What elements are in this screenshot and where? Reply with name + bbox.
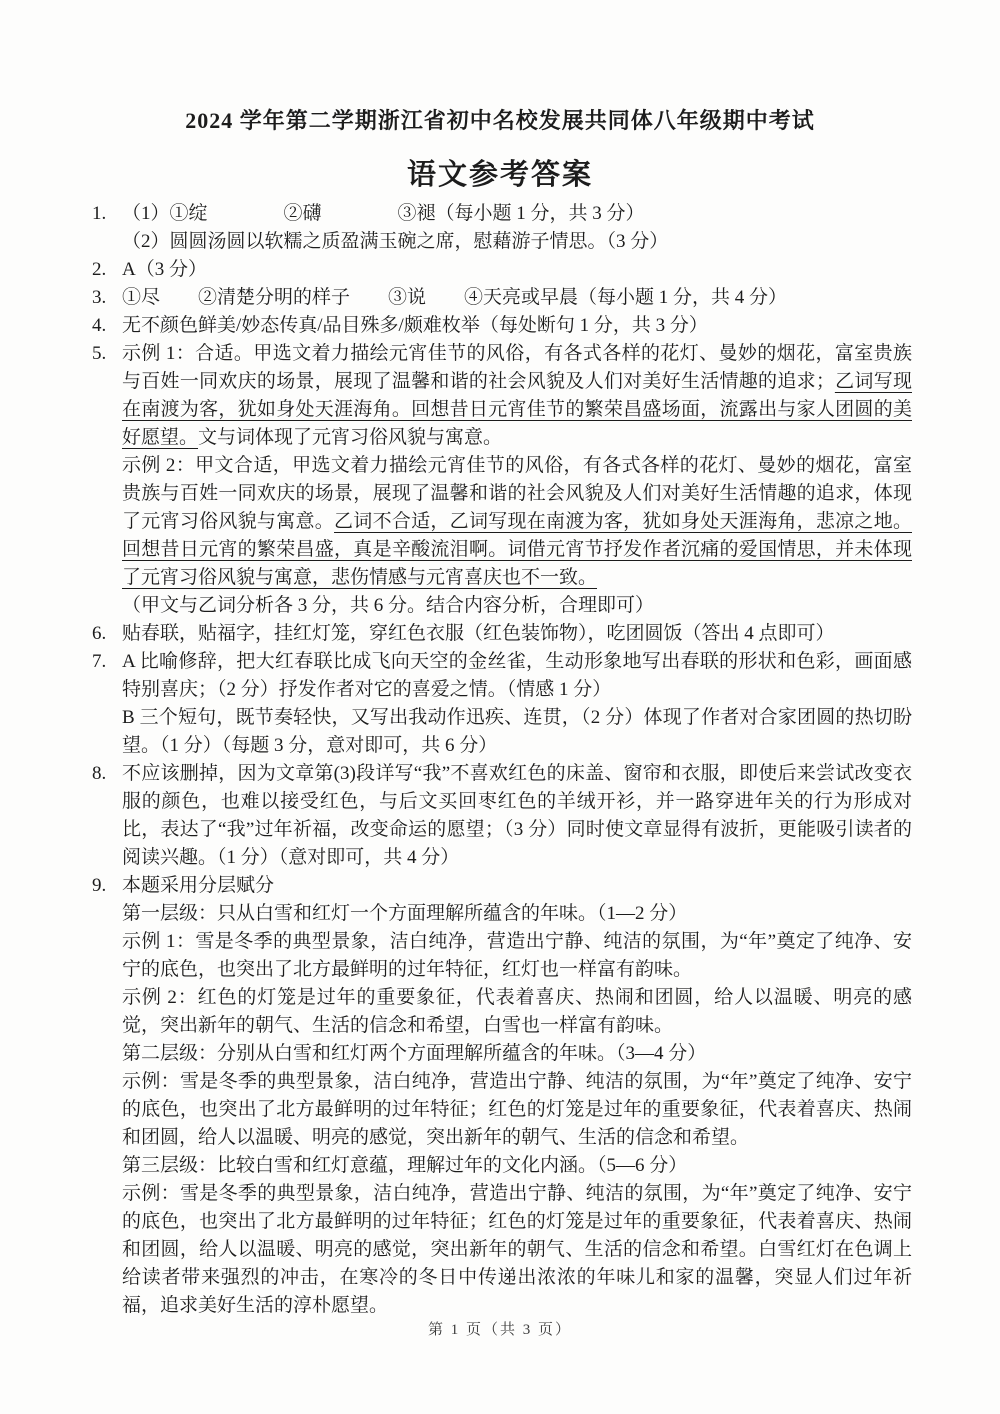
answer-text: 第三层级：比较白雪和红灯意蕴，理解过年的文化内涵。（5—6 分） bbox=[122, 1155, 688, 1176]
item-number: 4. bbox=[92, 315, 107, 336]
answer-paragraph bbox=[92, 340, 912, 452]
answer-paragraph bbox=[92, 256, 912, 284]
answer-paragraph bbox=[92, 452, 912, 592]
answer-text: 第二层级：分别从白雪和红灯两个方面理解所蕴含的年味。（3—4 分） bbox=[122, 1043, 707, 1064]
answer-paragraph bbox=[92, 200, 912, 228]
answer-paragraph bbox=[92, 1068, 912, 1152]
item-number: 1. bbox=[92, 203, 107, 224]
answer-text: 无不颜色鲜美/妙态传真/品目殊多/颇难枚举（每处断句 1 分，共 3 分） bbox=[122, 315, 708, 336]
answer-paragraph bbox=[92, 312, 912, 340]
answer-paragraph bbox=[92, 928, 912, 984]
answer-paragraph bbox=[92, 872, 912, 900]
item-number: 2. bbox=[92, 259, 107, 280]
answer-text: 第一层级：只从白雪和红灯一个方面理解所蕴含的年味。（1—2 分） bbox=[122, 903, 688, 924]
item-number: 7. bbox=[92, 651, 107, 672]
answer-text: B 三个短句，既节奏轻快，又写出我动作迅疾、连贯，（2 分）体现了作者对合家团圆的热切盼望。（1 分）（每题 3 分，意对即可，共 6 分） bbox=[122, 707, 912, 756]
answer-paragraph bbox=[92, 984, 912, 1040]
answer-paragraph bbox=[92, 1180, 912, 1320]
answer-text: 示例 1：雪是冬季的典型景象，洁白纯净，营造出宁静、纯洁的氛围，为“年”奠定了纯净、安宁的底色，也突出了北方最鲜明的过年特征，红灯也一样富有韵味。 bbox=[122, 931, 912, 980]
answer-list bbox=[92, 200, 912, 1320]
item-number: 9. bbox=[92, 875, 107, 896]
answer-paragraph bbox=[92, 284, 912, 312]
item-number: 6. bbox=[92, 623, 107, 644]
answer-paragraph bbox=[92, 592, 912, 620]
answer-paragraph bbox=[92, 704, 912, 760]
item-number: 3. bbox=[92, 287, 107, 308]
answer-text: A（3 分） bbox=[122, 259, 207, 280]
answer-paragraph bbox=[92, 620, 912, 648]
answer-text: 贴春联，贴福字，挂红灯笼，穿红色衣服（红色装饰物），吃团圆饭（答出 4 点即可） bbox=[122, 623, 835, 644]
answer-paragraph bbox=[92, 228, 912, 256]
page-number: 第 1 页（共 3 页） bbox=[427, 1322, 572, 1338]
answer-paragraph bbox=[92, 648, 912, 704]
item-number: 8. bbox=[92, 763, 107, 784]
page-title: 2024 学年第二学期浙江省初中名校发展共同体八年级期中考试 bbox=[185, 108, 815, 133]
answer-text: A 比喻修辞，把大红春联比成飞向天空的金丝雀，生动形象地写出春联的形状和色彩，画面感特别喜庆；（2 分）抒发作者对它的喜爱之情。（情感 1 分） bbox=[122, 651, 912, 700]
answer-text: 示例：雪是冬季的典型景象，洁白纯净，营造出宁静、纯洁的氛围，为“年”奠定了纯净、安宁的底色，也突出了北方最鲜明的过年特征；红色的灯笼是过年的重要象征，代表着喜庆、热闹和团圆，给人以温暖、明亮的感觉，突出新年的朝气、生活的信念和希望。 bbox=[122, 1071, 912, 1148]
answer-paragraph bbox=[92, 900, 912, 928]
answer-text: （甲文与乙词分析各 3 分，共 6 分。结合内容分析，合理即可） bbox=[122, 595, 655, 616]
answer-text: 示例 2：红色的灯笼是过年的重要象征，代表着喜庆、热闹和团圆，给人以温暖、明亮的感觉，突出新年的朝气、生活的信念和希望，白雪也一样富有韵味。 bbox=[122, 987, 912, 1036]
answer-text: 不应该删掉，因为文章第(3)段详写“我”不喜欢红色的床盖、窗帘和衣服，即使后来尝试改变衣服的颜色，也难以接受红色，与后文买回枣红色的羊绒开衫，并一路穿进年关的行为形成对比，表达了“我”过年祈福，改变命运的愿望；（3 分）同时使文章显得有波折，更能吸引读者的阅读兴趣。（1 分）（意对即可，共 4 分） bbox=[122, 763, 912, 868]
answer-paragraph bbox=[92, 760, 912, 872]
answer-text: 示例 2：甲文合适，甲选文着力描绘元宵佳节的风俗，有各式各样的花灯、曼妙的烟花，富室贵族与百姓一同欢庆的场景，展现了温馨和谐的社会风貌及人们对美好生活情趣的追求，体现了元宵习俗风貌与寓意。乙词不合适，乙词写现在南渡为客，犹如身处天涯海角，悲凉之地。回想昔日元宵的繁荣昌盛，真是辛酸流泪啊。词借元宵节抒发作者沉痛的爱国情思，并未体现了元宵习俗风貌与寓意，悲伤情感与元宵喜庆也不一致。 bbox=[122, 455, 912, 588]
answer-text: ①尽 ②清楚分明的样子 ③说 ④天亮或早晨（每小题 1 分，共 4 分） bbox=[122, 287, 788, 308]
answer-text: （2）圆圆汤圆以软糯之质盈满玉碗之席，慰藉游子情思。（3 分） bbox=[122, 231, 669, 252]
answer-text: 示例 1：合适。甲选文着力描绘元宵佳节的风俗，有各式各样的花灯、曼妙的烟花，富室贵族与百姓一同欢庆的场景，展现了温馨和谐的社会风貌及人们对美好生活情趣的追求；乙词写现在南渡为客，犹如身处天涯海角。回想昔日元宵佳节的繁荣昌盛场面，流露出与家人团圆的美好愿望。文与词体现了元宵习俗风貌与寓意。 bbox=[122, 343, 912, 448]
item-number: 5. bbox=[92, 343, 107, 364]
answer-paragraph bbox=[92, 1040, 912, 1068]
page-subtitle: 语文参考答案 bbox=[406, 159, 593, 191]
answer-text: 本题采用分层赋分 bbox=[122, 875, 275, 896]
answer-paragraph bbox=[92, 1152, 912, 1180]
answer-text: 示例：雪是冬季的典型景象，洁白纯净，营造出宁静、纯洁的氛围，为“年”奠定了纯净、安宁的底色，也突出了北方最鲜明的过年特征；红色的灯笼是过年的重要象征，代表着喜庆、热闹和团圆，给人以温暖、明亮的感觉，突出新年的朝气、生活的信念和希望。白雪红灯在色调上给读者带来强烈的冲击，在寒冷的冬日中传递出浓浓的年味儿和家的温馨，突显人们过年祈福，追求美好生活的淳朴愿望。 bbox=[122, 1183, 912, 1316]
answer-text: （1）①绽 ②礴 ③褪（每小题 1 分，共 3 分） bbox=[122, 203, 645, 224]
